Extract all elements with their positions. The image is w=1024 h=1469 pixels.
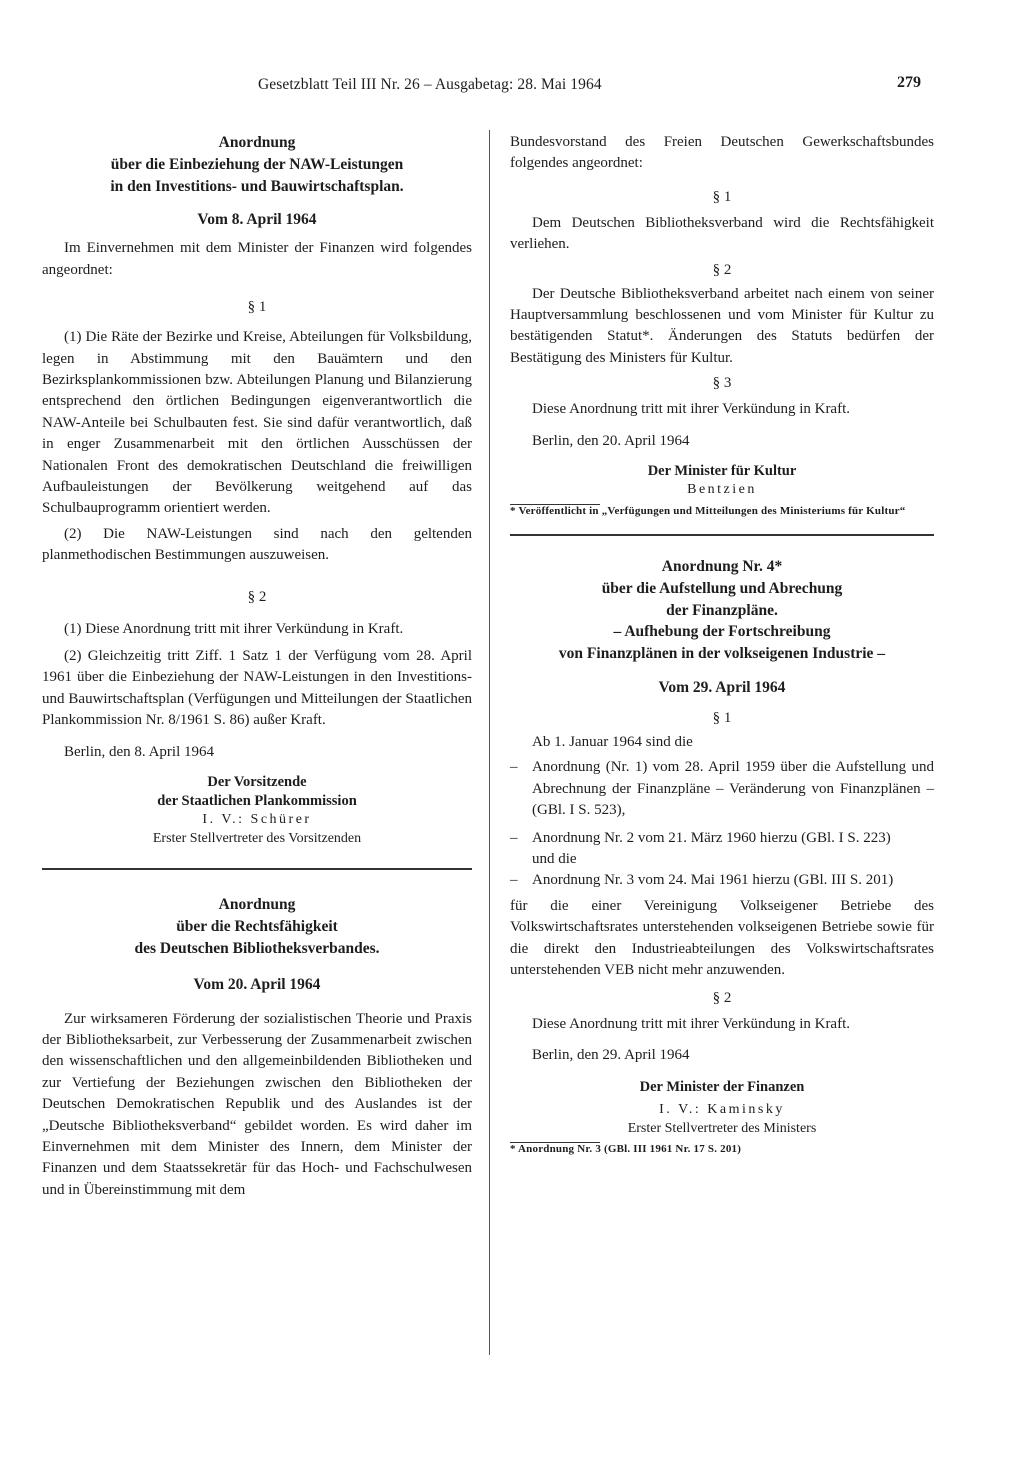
section-label: § 2: [247, 588, 267, 605]
signatory-role: Erster Stellvertreter des Vorsitzenden: [152, 830, 362, 846]
signatory-office: Der Minister der Finanzen: [639, 1079, 805, 1096]
signatory-office: Der Minister für Kultur: [647, 463, 797, 480]
ordinance-date: Vom 20. April 1964: [193, 975, 321, 993]
ordinance-naw: [42, 132, 472, 848]
ordinance-title-line: von Finanzplänen in der volkseigenen Industrie –: [558, 645, 886, 663]
section-paragraph: Diese Anordnung tritt mit ihrer Verkündung in Kraft.: [532, 1015, 851, 1032]
section-paragraph: (1) Die Räte der Bezirke und Kreise, Abteilungen für Volksbildung, legen in Abstimmung mit den Bauämtern und den Bezirksplankommissionen bzw. Abteilungen Planung und Bilanzierung entsprechend den örtlichen Bedingungen eigenverantwortlich die NAW-Anteile bei Schulbauten fest. Sie sind dafür verantwortlich, daß in enger Zusammenarbeit mit den örtlichen Ausschüssen der Nationalen Front des demokratischen Deutschland die freiwilligen Aufbauleistungen der Bevölkerung weitgehend auf das Schulbauprogramm orientiert werden.: [42, 329, 472, 517]
signatory-name: I. V.: Kaminsky: [659, 1102, 785, 1118]
section-label: § 1: [247, 299, 267, 316]
section-paragraph: (1) Diese Anordnung tritt mit ihrer Verkündung in Kraft.: [64, 620, 404, 637]
signatory-role: Erster Stellvertreter des Ministers: [627, 1120, 817, 1136]
section-label: § 2: [712, 989, 732, 1006]
footnote: * Anordnung Nr. 3 (GBl. III 1961 Nr. 17 S. 201): [510, 1143, 742, 1156]
left-column: [42, 132, 472, 1201]
place-date: Berlin, den 20. April 1964: [532, 432, 690, 449]
right-column: [510, 132, 934, 1157]
running-head: Gesetzblatt Teil III Nr. 26 – Ausgabetag: 28. Mai 1964: [258, 76, 602, 93]
ordinance-title-line: Anordnung Nr. 4*: [661, 558, 783, 576]
ordinance-title-line: in den Investitions- und Bauwirtschaftsplan.: [110, 177, 404, 195]
ordinance-title-line: des Deutschen Bibliotheksverbandes.: [134, 939, 380, 957]
ordinance-intro: Im Einvernehmen mit dem Minister der Finanzen wird folgendes angeordnet:: [42, 240, 472, 278]
signatory-office: der Staatlichen Plankommission: [157, 793, 357, 810]
section-intro: Ab 1. Januar 1964 sind die: [532, 734, 693, 751]
footnote: * Veröffentlicht in „Verfügungen und Mitteilungen des Ministeriums für Kultur“: [510, 504, 906, 517]
signatory-name: Bentzien: [687, 482, 757, 498]
ordinance-date: Vom 29. April 1964: [658, 679, 786, 697]
section-label: § 2: [712, 261, 732, 278]
ordinance-title-line: über die Rechtsfähigkeit: [176, 917, 338, 935]
ordinance-title-line: Anordnung: [218, 134, 296, 151]
signatory-office: Der Vorsitzende: [207, 774, 307, 791]
section-paragraph: für die einer Vereinigung Volkseigener Betriebe des Volkswirtschaftsrates unterstehenden volkseigenen Betriebe sowie für die direkt den Industrieabteilungen des Volkswirtschaftsrates unterstehenden VEB nicht mehr anzuwenden.: [510, 897, 934, 979]
ordinance-title-line: über die Aufstellung und Abrechung: [601, 579, 843, 597]
place-date: Berlin, den 29. April 1964: [532, 1046, 690, 1063]
section-paragraph: Dem Deutschen Bibliotheksverband wird die Rechtsfähigkeit verliehen.: [510, 214, 934, 253]
section-paragraph: (2) Die NAW-Leistungen sind nach den geltenden planmethodischen Bestimmungen auszuweisen.: [42, 525, 472, 564]
page-number: 279: [897, 74, 921, 91]
section-label: § 1: [712, 188, 732, 205]
ordinance-finanzplaene: [510, 556, 934, 1157]
list-item: – Anordnung Nr. 3 vom 24. Mai 1961 hierzu (GBl. III S. 201): [510, 872, 894, 889]
section-label: § 3: [712, 375, 732, 392]
ordinance-bibliotheksverband-continued: [510, 132, 934, 518]
place-date: Berlin, den 8. April 1964: [64, 743, 214, 760]
ordinance-date: Vom 8. April 1964: [197, 211, 317, 229]
ordinance-title-line: Anordnung: [218, 896, 296, 914]
ordinance-intro-continued: Bundesvorstand des Freien Deutschen Gewerkschaftsbundes folgendes angeordnet:: [510, 134, 934, 172]
ordinance-title-line: der Finanzpläne.: [666, 601, 778, 619]
section-label: § 1: [712, 710, 732, 727]
section-paragraph: (2) Gleichzeitig tritt Ziff. 1 Satz 1 der Verfügung vom 28. April 1961 über die Einbeziehung der NAW-Leistungen in den Investitions- und Bauwirtschaftsplan (Verfügungen und Mitteilungen der Staatlichen Plankommission Nr. 8/1961 S. 86) außer Kraft.: [42, 648, 472, 729]
section-paragraph: Diese Anordnung tritt mit ihrer Verkündung in Kraft.: [532, 401, 851, 418]
list-connector: und die: [532, 851, 577, 868]
section-paragraph: Der Deutsche Bibliotheksverband arbeitet nach einem von seiner Hauptversammlung beschlossenen und vom Minister für Kultur zu bestätigenden Statut*. Änderungen des Statuts bedürfen der Bestätigung des Ministers für Kultur.: [510, 285, 934, 366]
list-item: – Anordnung (Nr. 1) vom 28. April 1959 über die Aufstellung und Abrechnung der Finanzpläne – Veränderung von Finanzplänen – (GBl. I S. 523),: [510, 759, 934, 819]
ordinance-title-line: – Aufhebung der Fortschreibung: [613, 623, 831, 641]
signatory-name: I. V.: Schürer: [202, 812, 312, 828]
column-divider: [489, 130, 490, 1355]
ordinance-bibliotheksverband: [42, 894, 472, 1201]
ordinance-title-line: über die Einbeziehung der NAW-Leistungen: [110, 155, 404, 173]
ordinance-intro: Zur wirksameren Förderung der sozialistischen Theorie und Praxis der Bibliotheksarbeit, zur Verbesserung der Zusammenarbeit zwischen den wissenschaftlichen und den allgemeinbildenden Bibliotheken und zur Vertiefung der Beziehungen zwischen den Bibliotheken der Deutschen Demokratischen Republik und des Auslandes ist der „Deutsche Bibliotheksverband“ gebildet worden. Es wird daher im Einvernehmen mit dem Minister des Innern, dem Minister der Finanzen und dem Staatssekretär für das Hoch- und Fachschulwesen und in Übereinstimmung mit dem: [42, 1010, 472, 1198]
list-item: – Anordnung Nr. 2 vom 21. März 1960 hierzu (GBl. I S. 223): [510, 829, 891, 846]
